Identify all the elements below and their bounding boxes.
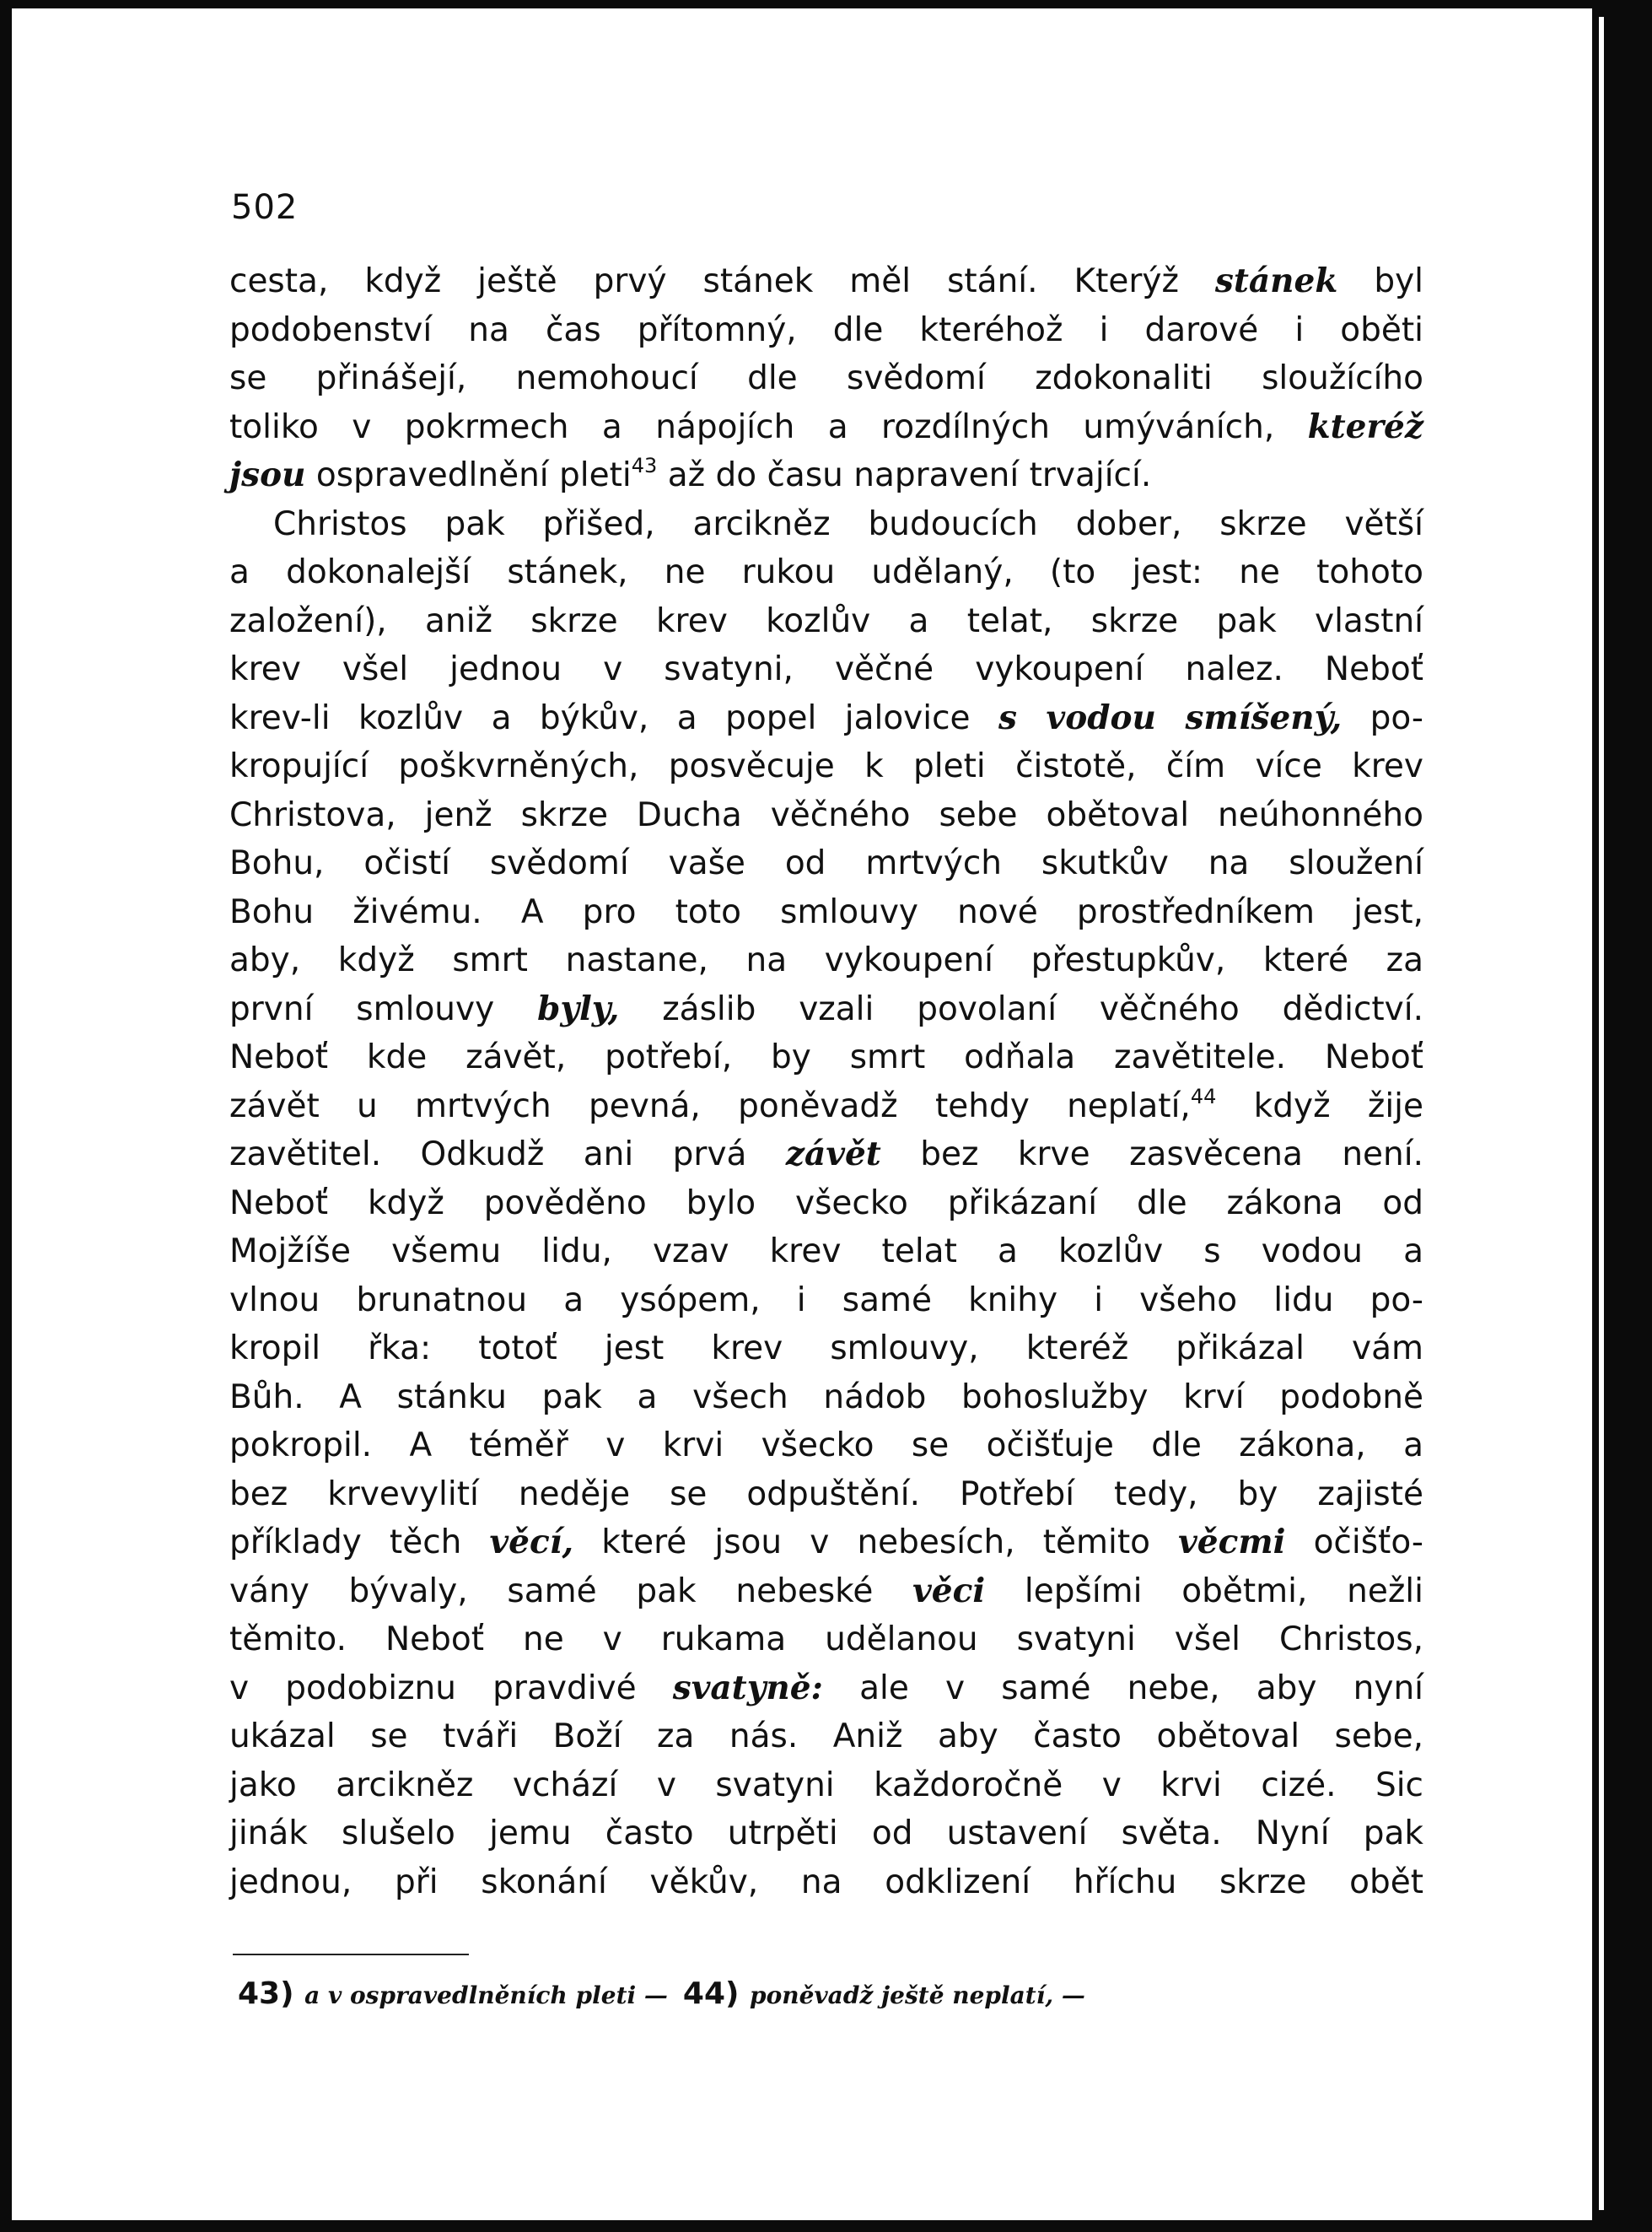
text-run: lepšími obětmi, nežli xyxy=(985,1572,1423,1610)
text-line xyxy=(229,1470,1423,1519)
footnote-number: 43) xyxy=(238,1976,305,2011)
text-line xyxy=(229,403,1423,452)
text-line xyxy=(229,451,1423,500)
text-run: Bohu, očistí svědomí vaše od mrtvých skutkův na sloužení xyxy=(229,844,1423,882)
fraktur-word: jsou xyxy=(229,456,306,494)
text-run: Mojžíše všemu lidu, vzav krev telat a kozlův s vodou a xyxy=(229,1232,1423,1270)
text-run: vlnou brunatnou a ysópem, i samé knihy i všeho lidu po- xyxy=(229,1280,1423,1319)
fraktur-word: věcmi xyxy=(1178,1523,1286,1561)
text-line xyxy=(229,1858,1423,1907)
text-run: Neboť když pověděno bylo všecko přikázaní dle zákona od xyxy=(229,1183,1423,1222)
text-run: krev-li kozlův a býkův, a popel jalovice xyxy=(229,698,998,737)
text-line xyxy=(229,1324,1423,1373)
fraktur-word: byly, xyxy=(537,989,620,1028)
text-run: jako arcikněz vchází v svatyni každoročně v krvi cizé. Sic xyxy=(229,1766,1423,1804)
text-run: Bohu živému. A pro toto smlouvy nové prostředníkem jest, xyxy=(229,892,1423,931)
footnote-reference: 44 xyxy=(1190,1084,1217,1108)
text-line xyxy=(229,985,1423,1034)
text-line xyxy=(229,791,1423,840)
text-run: když žije xyxy=(1216,1086,1423,1125)
text-line xyxy=(229,1082,1423,1131)
text-line xyxy=(229,1712,1423,1761)
text-line xyxy=(229,936,1423,985)
text-line xyxy=(229,1809,1423,1858)
text-run: Christos pak přišed, arcikněz budoucích dober, skrze větší xyxy=(273,504,1423,543)
footnotes xyxy=(238,1972,1385,2018)
text-run: až do času napravení trvající. xyxy=(657,456,1152,494)
text-line xyxy=(229,694,1423,743)
footnote-rule xyxy=(233,1954,469,1955)
fraktur-word: kteréž xyxy=(1307,407,1423,446)
text-run: zavětitel. Odkudž ani prvá xyxy=(229,1135,786,1173)
text-run: se přinášejí, nemohoucí dle svědomí zdokonaliti sloužícího xyxy=(229,359,1423,397)
text-run: po- xyxy=(1342,698,1424,737)
text-line xyxy=(229,548,1423,597)
text-run: kropující poškvrněných, posvěcuje k pleti čistotě, čím více krev xyxy=(229,747,1423,785)
text-run: ospravedlnění pleti xyxy=(305,456,632,494)
scan-border-left xyxy=(0,0,12,2232)
text-line xyxy=(229,597,1423,646)
text-line xyxy=(229,1130,1423,1179)
text-run: závět u mrtvých pevná, poněvadž tehdy neplatí, xyxy=(229,1086,1191,1125)
text-run: podobenství na čas přítomný, dle kteréhož i darové i oběti xyxy=(229,310,1423,349)
fraktur-word: závět xyxy=(785,1135,881,1173)
text-line xyxy=(229,1227,1423,1276)
text-line xyxy=(229,500,1423,549)
text-line xyxy=(229,1615,1423,1664)
text-run: založení), aniž skrze krev kozlův a telat, skrze pak vlastní xyxy=(229,601,1423,640)
scan-border-right-gap xyxy=(1599,17,1604,2210)
text-run: ukázal se tváři Boží za nás. Aniž aby často obětoval sebe, xyxy=(229,1717,1423,1755)
text-line xyxy=(229,839,1423,888)
text-run: Bůh. A stánku pak a všech nádob bohoslužby krví podobně xyxy=(229,1377,1423,1416)
text-line xyxy=(229,742,1423,791)
text-line xyxy=(229,888,1423,937)
text-run: toliko v pokrmech a nápojích a rozdílných umýváních, xyxy=(229,407,1308,446)
text-run: bez krvevylití neděje se odpuštění. Potřebí tedy, by zajisté xyxy=(229,1475,1423,1513)
text-run: v podobiznu pravdivé xyxy=(229,1669,673,1707)
text-run: jednou, při skonání věkův, na odklizení hříchu skrze obět xyxy=(229,1863,1423,1901)
text-run: ale v samé nebe, aby nyní xyxy=(822,1669,1423,1707)
text-line xyxy=(229,645,1423,694)
text-line xyxy=(229,1179,1423,1228)
text-run: očišťo- xyxy=(1285,1523,1423,1561)
text-run: které jsou v nebesích, těmito xyxy=(573,1523,1179,1561)
text-run: kropil řka: totoť jest krev smlouvy, kteréž přikázal vám xyxy=(229,1329,1423,1367)
text-run: a dokonalejší stánek, ne rukou udělaný, (to jest: ne tohoto xyxy=(229,553,1423,591)
text-run: těmito. Neboť ne v rukama udělanou svatyni všel Christos, xyxy=(229,1620,1423,1658)
text-run: pokropil. A téměř v krvi všecko se očišťuje dle zákona, a xyxy=(229,1426,1423,1464)
footnote-reference: 43 xyxy=(631,454,658,477)
text-run: první smlouvy xyxy=(229,989,538,1028)
text-line xyxy=(229,1373,1423,1422)
footnote-text: a v ospravedlněních pleti — xyxy=(304,1981,668,2009)
text-run: záslib vzali povolaní věčného dědictví. xyxy=(619,989,1423,1028)
text-line xyxy=(229,354,1423,403)
scan-border-bottom xyxy=(0,2220,1652,2232)
footnote-text: poněvadž ještě neplatí, — xyxy=(749,1981,1085,2009)
page-number: 502 xyxy=(231,188,299,227)
text-run: aby, když smrt nastane, na vykoupení přestupkův, které za xyxy=(229,941,1423,979)
fraktur-word: svatyně: xyxy=(672,1668,823,1707)
text-run: cesta, když ještě prvý stánek měl stání. Kterýž xyxy=(229,262,1215,300)
fraktur-word: s vodou smíšený, xyxy=(998,698,1343,737)
text-run: Christova, jenž skrze Ducha věčného sebe obětoval neúhonného xyxy=(229,795,1423,834)
text-run: vány bývaly, samé pak nebeské xyxy=(229,1572,913,1610)
text-run: jinák slušelo jemu často utrpěti od ustavení světa. Nyní pak xyxy=(229,1814,1423,1852)
text-line xyxy=(229,1761,1423,1810)
text-run: krev všel jednou v svatyni, věčné vykoupení nalez. Neboť xyxy=(229,650,1423,688)
text-line xyxy=(229,306,1423,355)
body-text xyxy=(229,257,1423,1906)
text-run: Neboť kde závět, potřebí, by smrt odňala zavětitele. Neboť xyxy=(229,1038,1423,1076)
fraktur-word: věci xyxy=(912,1571,986,1610)
footnote-number: 44) xyxy=(682,1976,750,2011)
text-line xyxy=(229,1033,1423,1082)
text-line xyxy=(229,1276,1423,1325)
text-line xyxy=(229,1518,1423,1567)
text-line xyxy=(229,257,1423,306)
text-line xyxy=(229,1567,1423,1616)
text-run: bez krve zasvěcena není. xyxy=(880,1135,1424,1173)
fraktur-word: stánek xyxy=(1214,261,1338,300)
text-run: byl xyxy=(1337,262,1424,300)
text-run: příklady těch xyxy=(229,1523,490,1561)
text-line xyxy=(229,1664,1423,1713)
fraktur-word: věcí, xyxy=(489,1523,574,1561)
scan-border-top xyxy=(0,0,1652,8)
text-line xyxy=(229,1421,1423,1470)
